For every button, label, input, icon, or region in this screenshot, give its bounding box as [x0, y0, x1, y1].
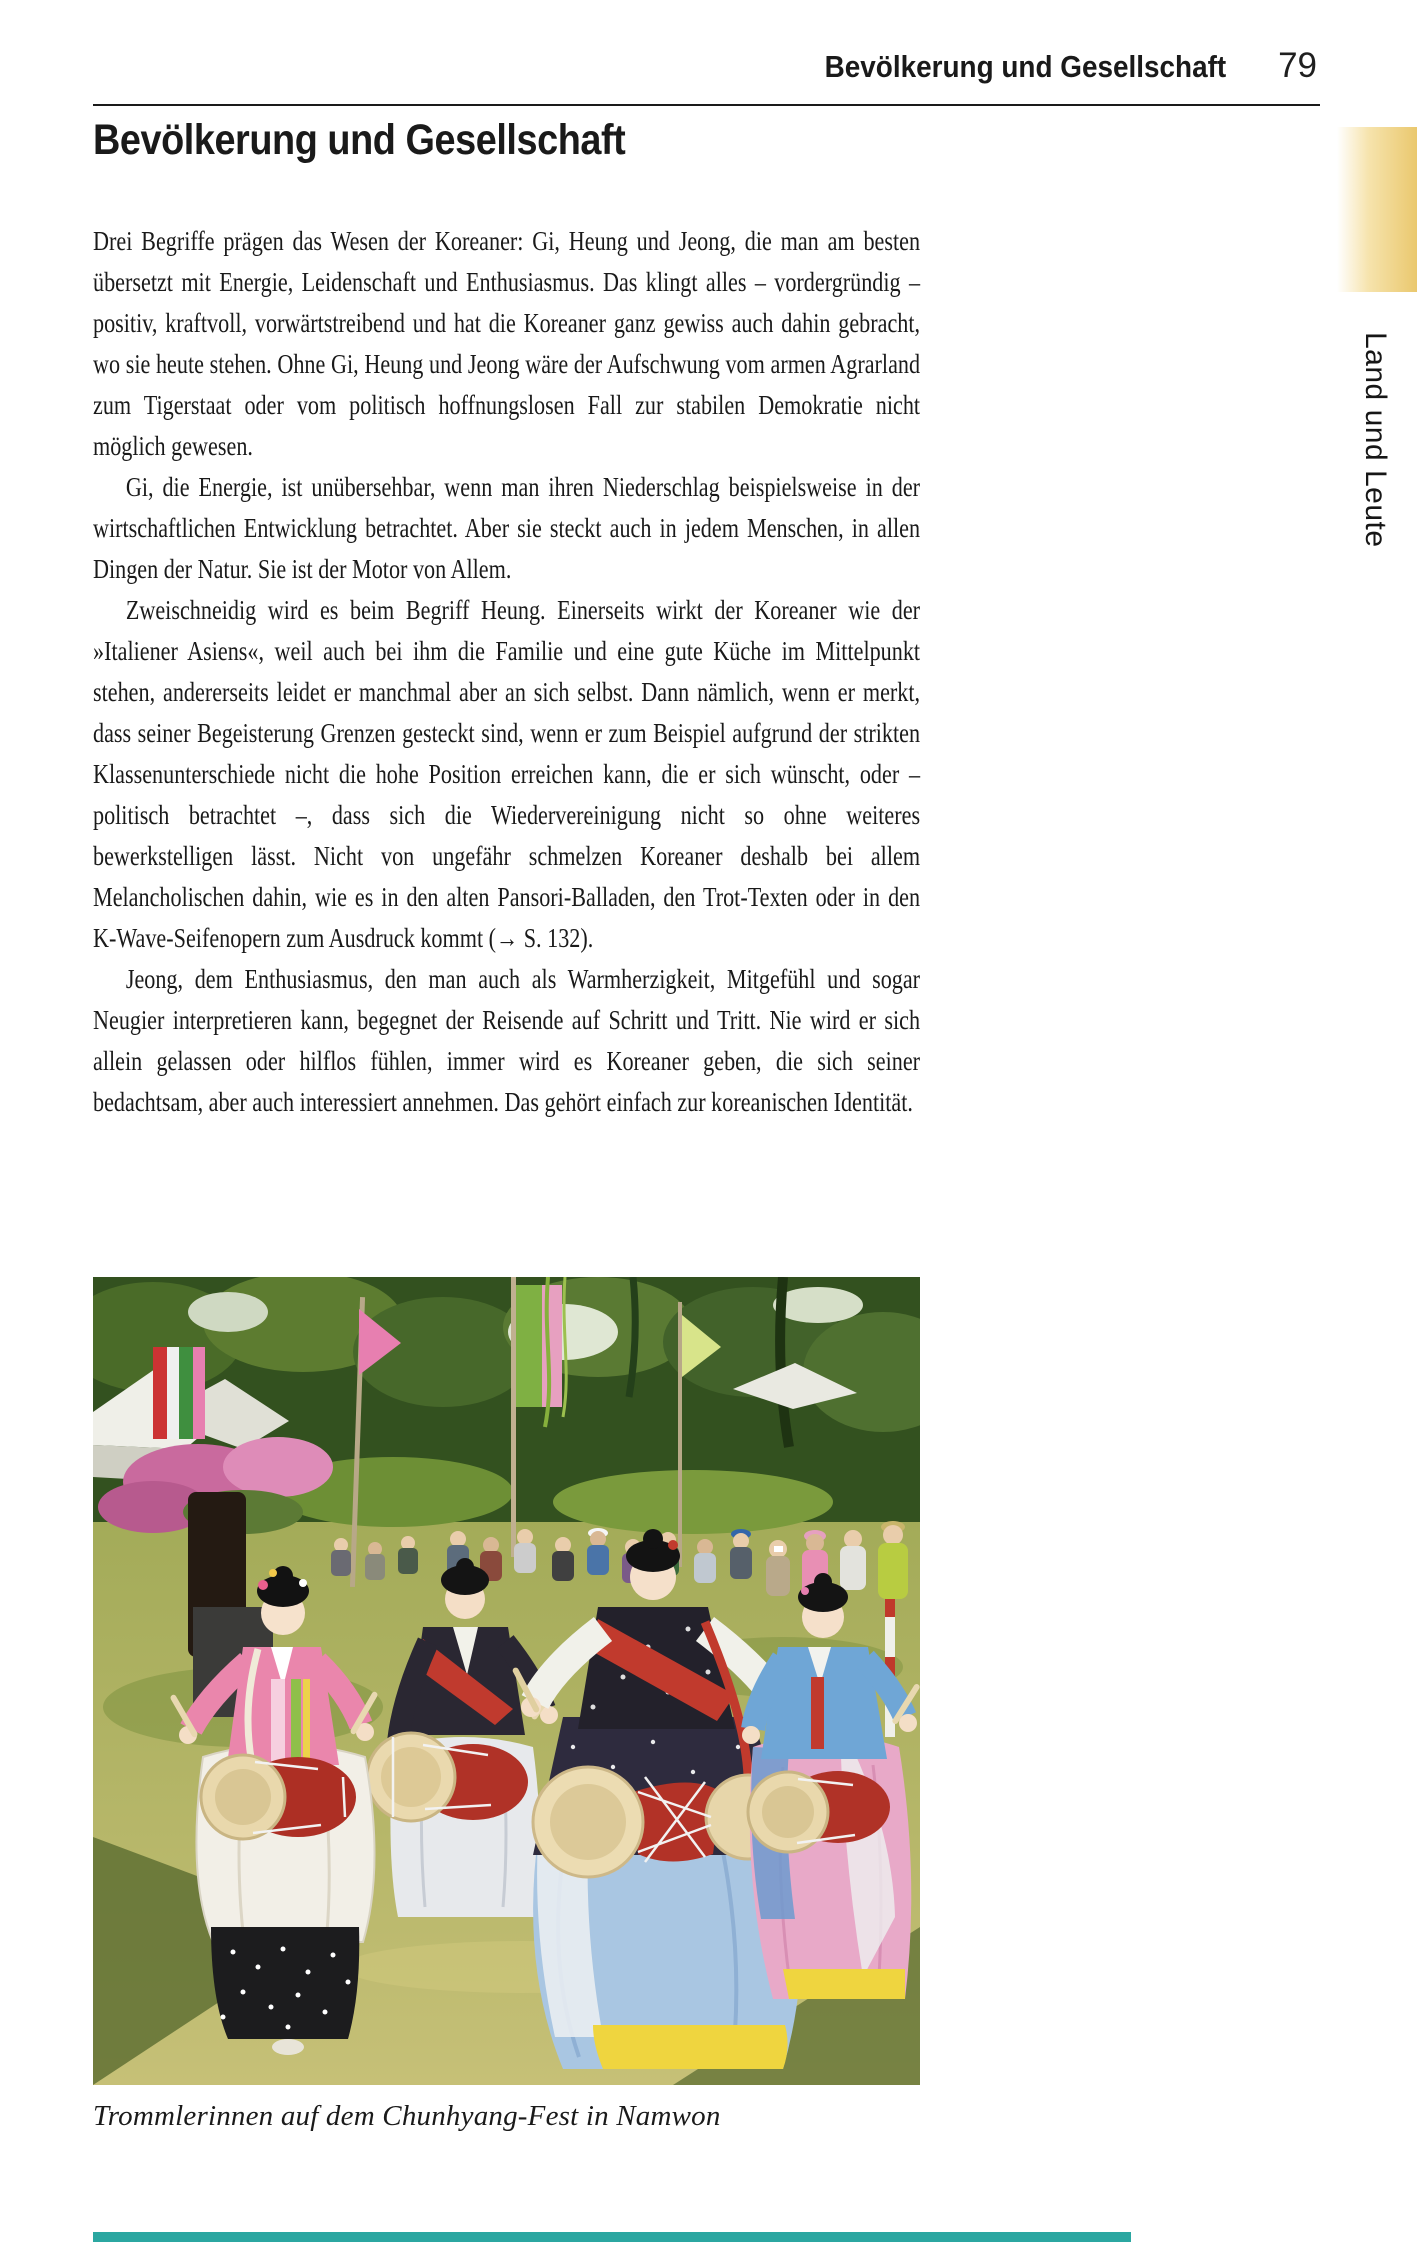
festival-photo-illustration	[93, 1277, 920, 2085]
section-thumb-tab	[1337, 127, 1417, 292]
header-rule	[93, 104, 1320, 106]
paragraph-2: Gi, die Energie, ist unübersehbar, wenn man ihren Niederschlag beispielsweise in der wirtschaftlichen Entwicklung betrachtet. Aber sie steckt auch in jedem Menschen, in allen Dingen der Natur. Sie ist der Motor von Allem.	[93, 472, 921, 584]
footer-color-bar	[93, 2232, 1131, 2242]
running-header	[93, 46, 1317, 86]
side-tab-label: Land und Leute	[1359, 332, 1392, 548]
paragraph-4: Jeong, dem Enthusiasmus, den man auch als Warmherzigkeit, Mitgefühl und sogar Neugier interpretieren kann, begegnet der Reisende auf Schritt und Tritt. Nie wird er sich allein gelassen oder hilflos fühlen, immer wird es Koreaner geben, die sich seiner bedachtsam, aber auch interessiert annehmen. Das gehört einfach zur koreanischen Identität.	[93, 964, 921, 1117]
running-header-title: Bevölkerung und Gesellschaft	[824, 49, 1227, 84]
photo-caption: Trommlerinnen auf dem Chunhyang-Fest in Namwon	[93, 2100, 721, 2132]
article-body	[93, 221, 920, 1123]
page-number: 79	[1278, 46, 1317, 85]
paragraph-1: Drei Begriffe prägen das Wesen der Koreaner: Gi, Heung und Jeong, die man am besten übersetzt mit Energie, Leidenschaft und Enthusiasmus. Das klingt alles – vordergründig – positiv, kraftvoll, vorwärtstreibend und hat die Koreaner ganz gewiss auch dahin gebracht, wo sie heute stehen. Ohne Gi, Heung und Jeong wäre der Aufschwung vom armen Agrarland zum Tigerstaat oder vom politisch hoffnungslosen Fall zur stabilen Demokratie nicht möglich gewesen.	[93, 226, 921, 461]
page-title: Bevölkerung und Gesellschaft	[93, 116, 626, 164]
paragraph-3: Zweischneidig wird es beim Begriff Heung. Einerseits wirkt der Koreaner wie der »Italiener Asiens«, weil auch bei ihm die Familie und eine gute Küche im Mittelpunkt stehen, andererseits leidet er manchmal aber an sich selbst. Dann nämlich, wenn er merkt, dass seiner Begeisterung Grenzen gesteckt sind, wenn er zum Beispiel aufgrund der strikten Klassenunterschiede nicht die hohe Position erreichen kann, die er sich wünscht, oder – politisch betrachtet –, dass sich die Wiedervereinigung nicht so ohne weiteres bewerkstelligen lässt. Nicht von ungefähr schmelzen Koreaner deshalb bei allem Melancholischen dahin, wie es in den alten Pansori-Balladen, den Trot-Texten oder in den K-Wave-Seifenopern zum Ausdruck kommt (→ S. 132).	[93, 595, 921, 953]
festival-photo	[93, 1277, 920, 2085]
